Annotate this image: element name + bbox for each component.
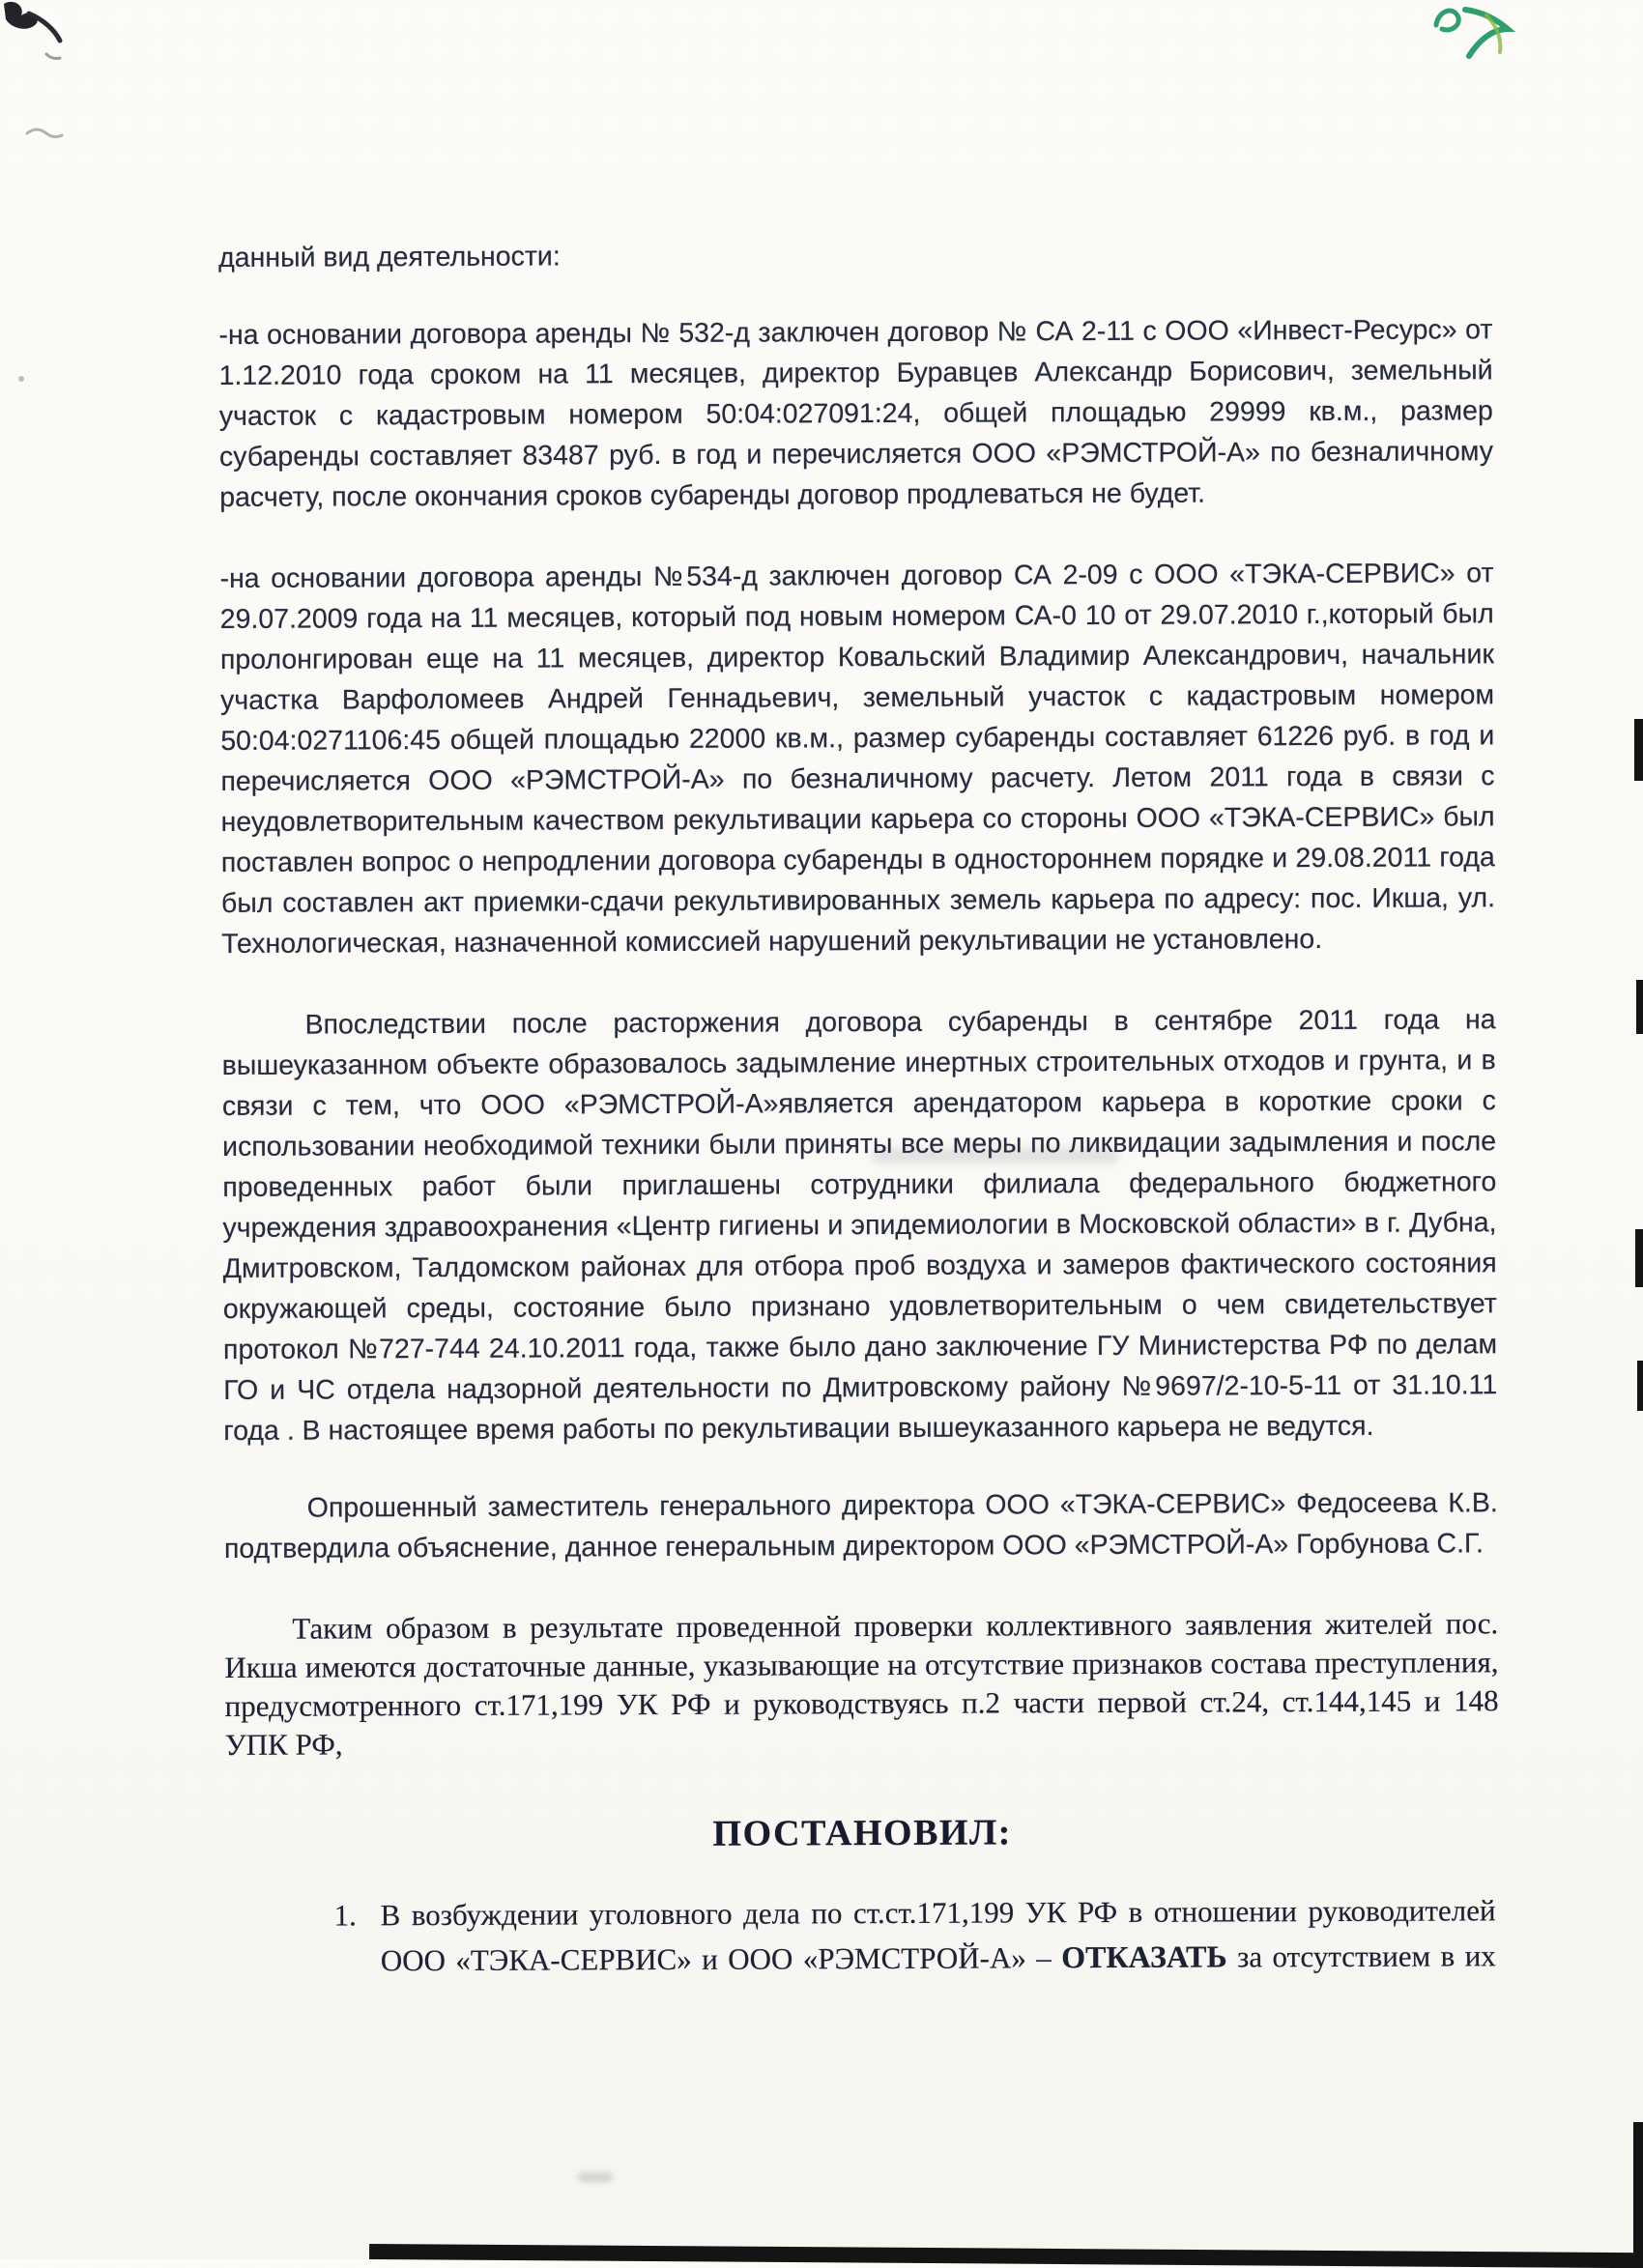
resolution-item-1 [225, 1888, 1499, 1984]
document-body [218, 232, 1500, 1984]
paragraph-conclusion: Таким образом в результате проведенной проверки коллективного заявления жителей пос. Икша имеются достаточные данные, указывающие на отсутствие признаков состава преступления, предусмотренного ст.171,199 УК РФ и руководствуясь п.2 части первой ст.24, ст.144,145 и 148 УПК РФ, [224, 1606, 1499, 1762]
scan-artifact-top-left [0, 0, 116, 406]
paragraph-witness: Опрошенный заместитель генерального директора ООО «ТЭКА-СЕРВИС» Федосеева К.В. подтвердила объяснение, данное генеральным директором ООО «РЭМСТРОЙ-А» Горбунова С.Г. [223, 1487, 1498, 1565]
scan-edge-right [1635, 1229, 1643, 1287]
scan-edge-right [1633, 2122, 1643, 2259]
item-text-before: В возбуждении уголовного дела по ст.ст.171,199 УК РФ в отношении руководителей ООО «ТЭКА-СЕРВИС» и ООО «РЭМСТРОЙ-А» – [380, 1893, 1496, 1978]
pen-mark [1392, 0, 1566, 92]
resolution-heading: ПОСТАНОВИЛ: [712, 1812, 1013, 1854]
item-text-bold: ОТКАЗАТЬ [1061, 1938, 1227, 1975]
intro-line: данный вид деятельности: [218, 241, 561, 273]
paragraph-aftermath: Впоследствии после расторжения договора субаренды в сентябре 2011 года на вышеуказанном объекте образовалось задымление инертных строительных отходов и грунта, и в связи с тем, что ООО «РЭМСТРОЙ-А»является арендатором карьера в короткие сроки с использовании необходимой техники были приняты все меры по ликвидации задымления и после проведенных работ были приглашены сотрудники филиала федерального бюджетного учреждения здравоохранения «Центр гигиены и эпидемиологии в Московской области» в г. Дубна, Дмитровском, Талдомском районах для отбора проб воздуха и замеров фактического состояния окружающей среды, состояние было признано удовлетворительным о чем свидетельствует протокол №727-744 24.10.2011 года, также было дано заключение ГУ Министерства РФ по делам ГО и ЧС отдела надзорной деятельности по Дмитровскому району №9697/2-10-5-11 от 31.10.11 года . В настоящее время работы по рекультивации вышеуказанного карьера не ведутся. [221, 1004, 1498, 1447]
item-text-after: за отсутствием в их [1226, 1938, 1496, 1974]
paragraph-lease-532: -на основании договора аренды № 532-д заключен договор № СА 2-11 с ООО «Инвест-Ресурс» от 1.12.2010 года сроком на 11 месяцев, директор Буравцев Александр Борисович, земельный участок с кадастровым номером 50:04:027091:24, общей площадью 29999 кв.м., размер субаренды составляет 83487 руб. в год и перечисляется ООО «РЭМСТРОЙ-А» по безналичному расчету, после окончания сроков субаренды договор продлеваться не будет. [218, 314, 1494, 513]
scan-edge-right [1636, 980, 1643, 1034]
item-number: 1. [333, 1898, 357, 1933]
item-text [380, 1888, 1499, 1983]
scan-smudge [578, 2172, 613, 2182]
scan-edge-bottom [369, 2244, 1643, 2268]
scan-edge-right [1634, 719, 1643, 781]
scan-edge-right [1637, 1361, 1643, 1411]
paragraph-lease-534: -на основании договора аренды №534-д заключен договор СА 2-09 с ООО «ТЭКА-СЕРВИС» от 29.07.2009 года на 11 месяцев, который под новым номером СА-0 10 от 29.07.2010 г.,который был пролонгирован еще на 11 месяцев, директор Ковальский Владимир Александрович, начальник участка Варфоломеев Андрей Геннадьевич, земельный участок с кадастровым номером 50:04:0271106:45 общей площадью 22000 кв.м., размер субаренды составляет 61226 руб. в год и перечисляется ООО «РЭМСТРОЙ-А» по безналичному расчету. Летом 2011 года в связи с неудовлетворительным качеством рекультивации карьера со стороны ООО «ТЭКА-СЕРВИС» был поставлен вопрос о непродлении договора субаренды в одностороннем порядке и 29.08.2011 года был составлен акт приемки-сдачи рекультивированных земель карьера по адресу: пос. Икша, ул. Технологическая, назначенной комиссией нарушений рекультивации не установлено. [219, 558, 1496, 960]
